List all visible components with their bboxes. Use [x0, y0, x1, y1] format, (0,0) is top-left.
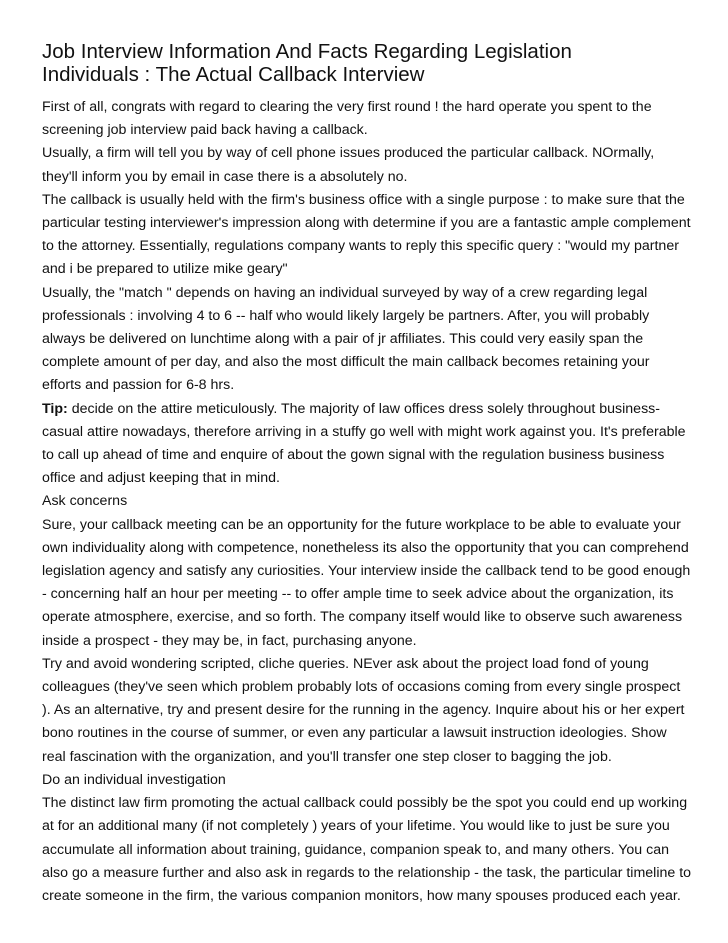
paragraph-callback-purpose: The callback is usually held with the firm's business office with a single purpose : to make sure that the particular testing interviewer's impression along with determine if you are a fantastic ample complement to the attorney. Essentially, regulations company wants to reply this specific query : "would my partner and i be prepared to utilize mike geary"	[42, 191, 691, 278]
document-page	[42, 40, 692, 908]
paragraph-congrats: First of all, congrats with regard to clearing the very first round ! the hard operate you spent to the screening job interview paid back having a callback.	[42, 99, 652, 139]
title-line-1: Job Interview Information And Facts Regarding Legislation	[42, 40, 572, 63]
heading-investigation: Do an individual investigation	[42, 771, 226, 788]
paragraph-notification: Usually, a firm will tell you by way of cell phone issues produced the particular callback. NOrmally, they'll inform you by email in case there is a absolutely no.	[42, 145, 655, 185]
heading-ask-concerns: Ask concerns	[42, 493, 128, 510]
document-title	[42, 40, 692, 86]
tip-label: Tip:	[42, 400, 68, 417]
document-body	[42, 96, 692, 908]
title-line-2: Individuals : The Actual Callback Interview	[42, 63, 425, 86]
paragraph-opportunity: Sure, your callback meeting can be an opportunity for the future workplace to be able to evaluate your own individuality along with competence, nonetheless its also the opportunity that you can comprehend legislation agency and satisfy any curiosities. Your interview inside the callback tend to be good enough - concerning half an hour per meeting -- to offer ample time to seek advice about the organization, its operate atmosphere, exercise, and so forth. The company itself would like to observe such awareness inside a prospect - they may be, in fact, purchasing anyone.	[42, 516, 691, 649]
paragraph-tip	[42, 398, 692, 491]
paragraph-law-firm: The distinct law firm promoting the actual callback could possibly be the spot you could end up working at for an additional many (if not completely ) years of your lifetime. You would like to just be sure you accumulate all information about training, guidance, companion speak to, and many others. You can also go a measure further and also ask in regards to the relationship - the task, the particular timeline to create someone in the firm, the various companion monitors, how many spouses produced each year.	[42, 795, 692, 904]
tip-text: decide on the attire meticulously. The majority of law offices dress solely throughout business-casual attire nowadays, therefore arriving in a stuffy go well with might work against you. It's preferable to call up ahead of time and enquire of about the gown signal with the regulation business business office and adjust keeping that in mind.	[42, 400, 686, 487]
paragraph-match: Usually, the "match " depends on having an individual surveyed by way of a crew regarding legal professionals : involving 4 to 6 -- half who would likely largely be partners. After, you will probably always be delivered on lunchtime along with a pair of jr affiliates. This could very easily span the complete amount of per day, and also the most difficult the main callback becomes retaining your efforts and passion for 6-8 hrs.	[42, 284, 650, 394]
paragraph-avoid-questions: Try and avoid wondering scripted, cliche queries. NEver ask about the project load fond of young colleagues (they've seen which problem probably lots of occasions coming from every single prospect ). As an alternative, try and present desire for the running in the agency. Inquire about his or her expert bono routines in the course of summer, or even any particular a lawsuit instruction ideologies. Show real fascination with the organization, and you'll transfer one step closer to bagging the job.	[42, 655, 685, 765]
